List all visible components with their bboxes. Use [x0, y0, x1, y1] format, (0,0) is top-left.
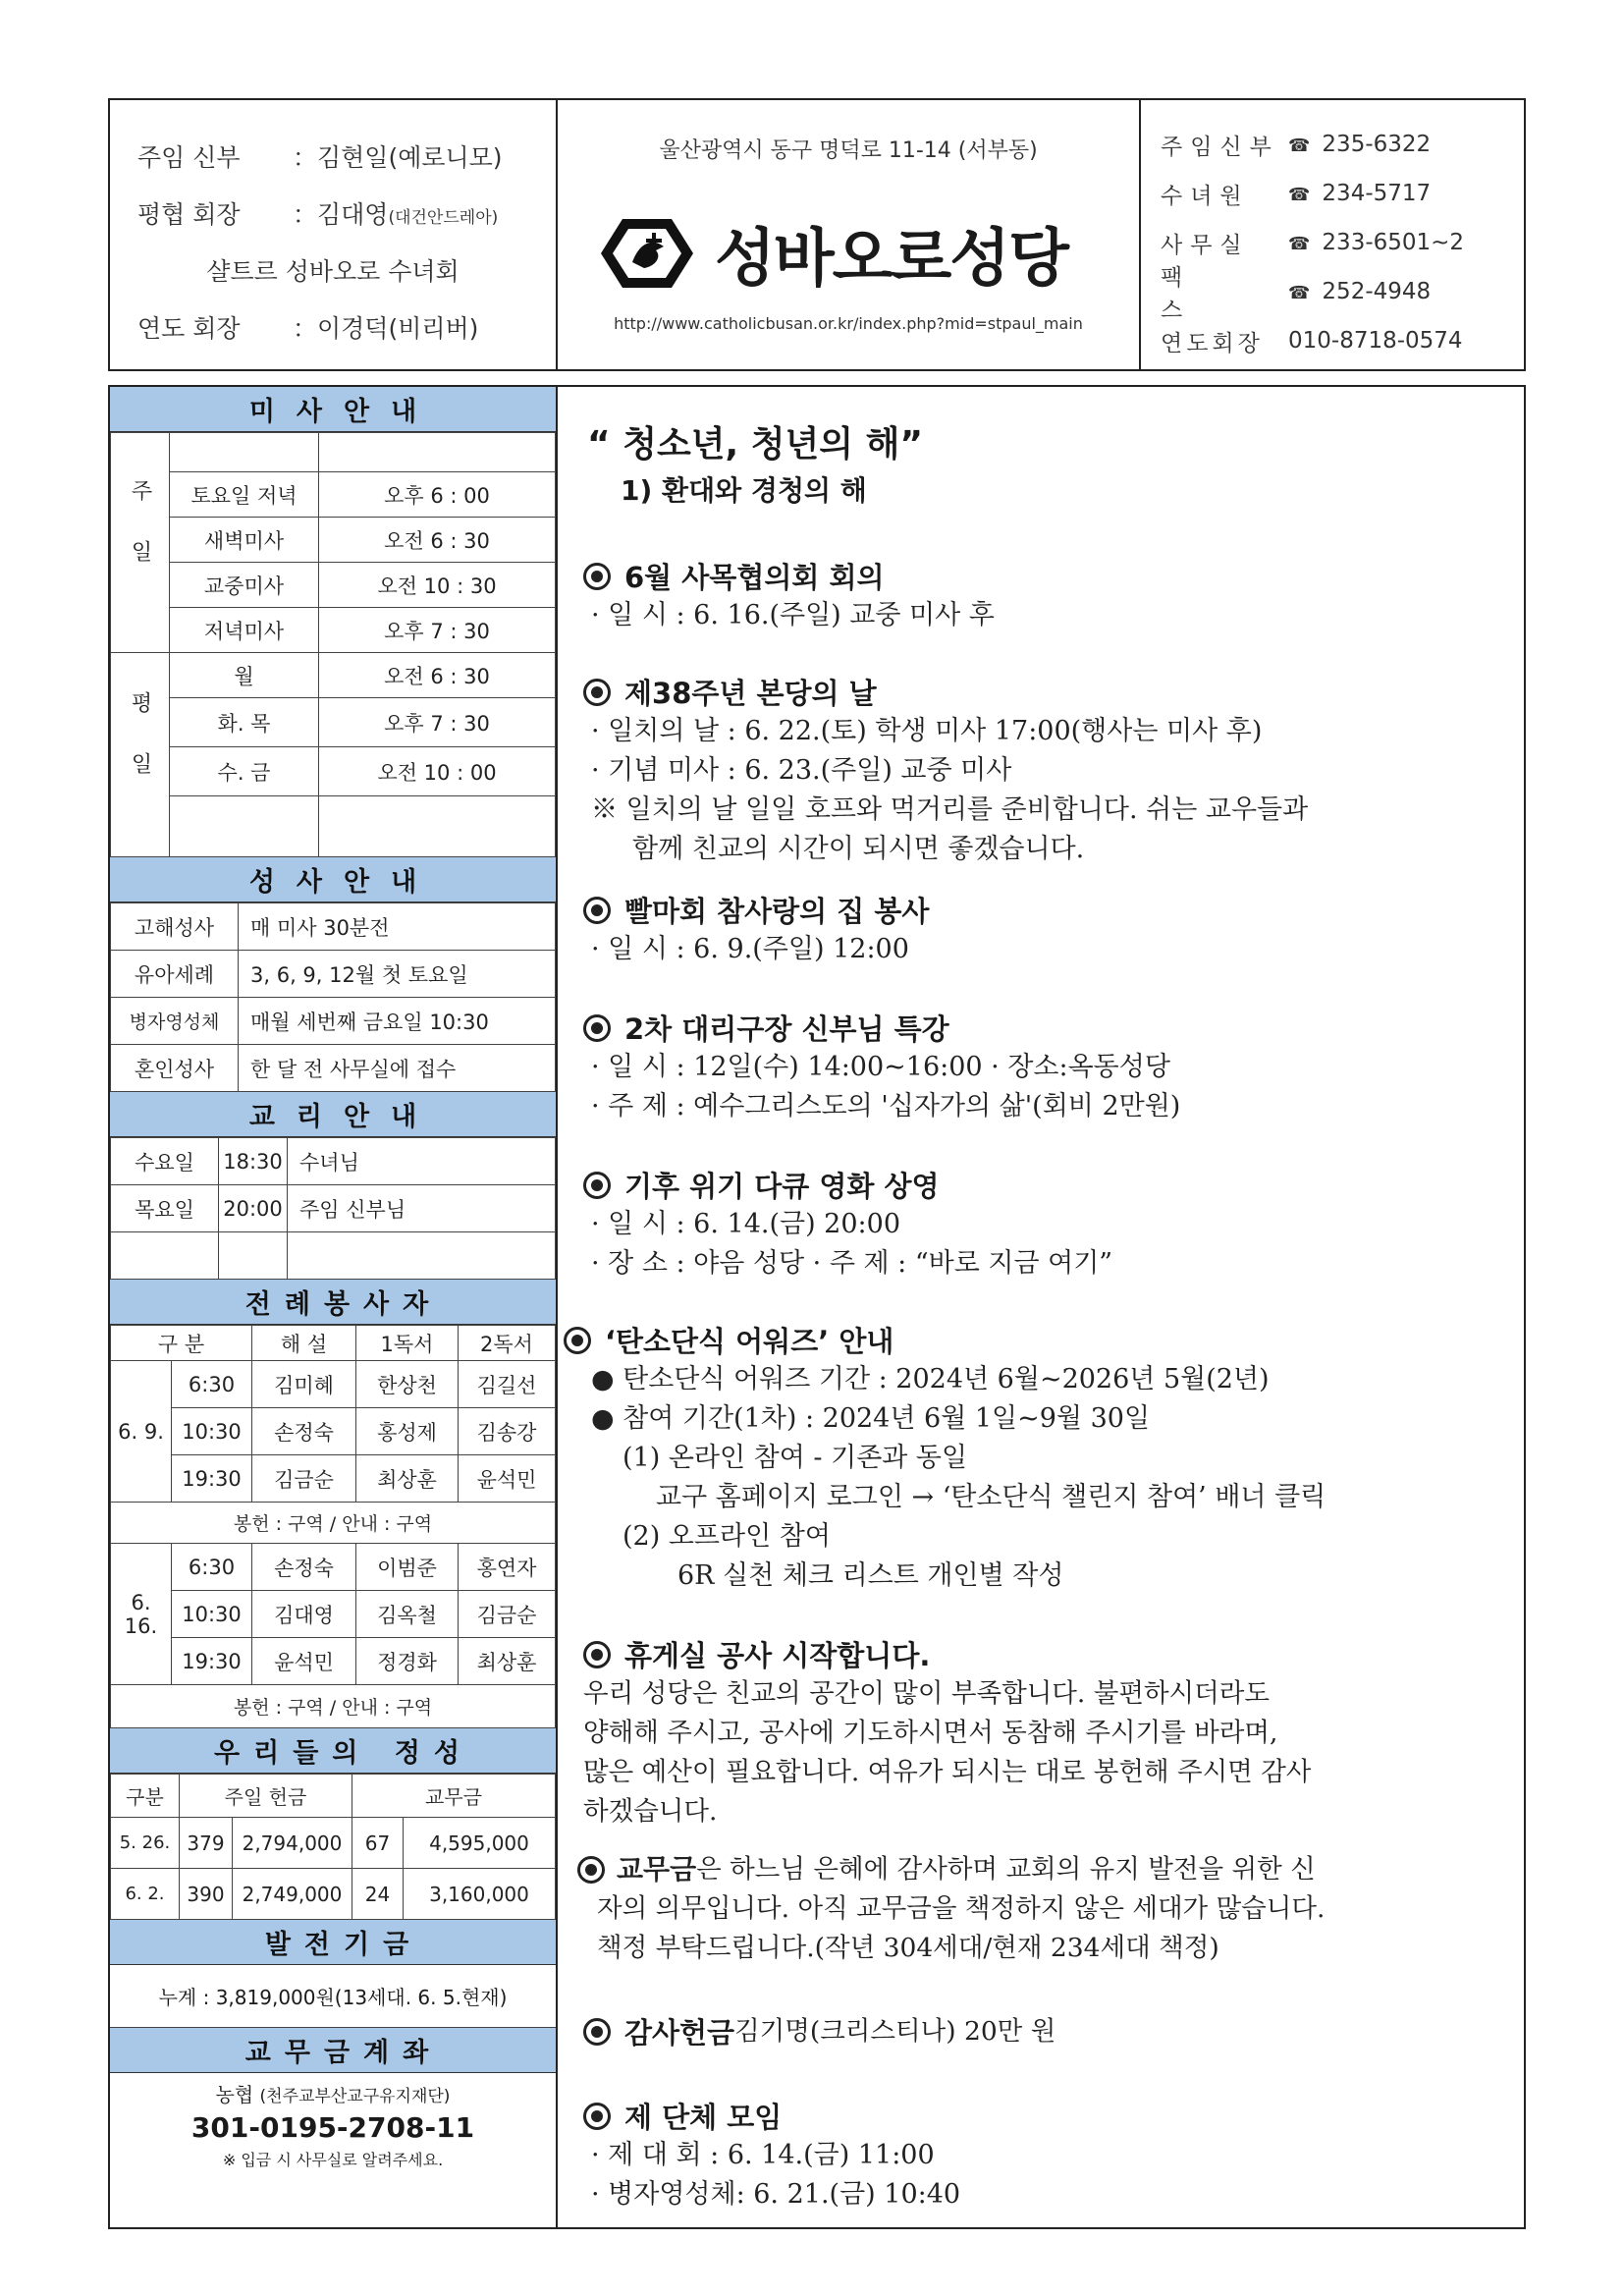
staff-row [110, 185, 556, 242]
church-identity [558, 100, 1141, 369]
offering-usher-note: 봉헌 : 구역 / 안내 : 구역 [111, 1503, 556, 1544]
contact-number: 252-4948 [1322, 279, 1432, 304]
staff-list [110, 100, 558, 369]
bullet-icon [577, 1856, 605, 1884]
commentator: 김대영 [252, 1591, 356, 1638]
catechism-table [110, 1137, 556, 1280]
mass-name: 화. 목 [170, 698, 319, 747]
bullet-icon [564, 1327, 591, 1354]
offering-row [111, 1869, 556, 1920]
liturgy-row [111, 1591, 556, 1638]
liturgy-row [111, 1544, 556, 1591]
announcement-line: · 일 시 : 6. 9.(주일) 12:00 [591, 934, 909, 964]
announcement-line: 많은 예산이 필요합니다. 여유가 되시는 대로 봉헌해 주시면 감사 [583, 1757, 1312, 1787]
announcement-line: · 일 시 : 12일(수) 14:00~16:00 · 장소:옥동성당 [591, 1052, 1170, 1082]
bullet-icon [583, 1014, 611, 1042]
blank-cell [170, 433, 319, 472]
col-header: 2독서 [459, 1326, 556, 1361]
contact-row [1141, 265, 1524, 323]
mass-time: 오후 7 : 30 [319, 608, 556, 653]
mass-time: 오전 10 : 00 [319, 747, 556, 796]
announcement [583, 556, 995, 635]
commentator: 윤석민 [252, 1638, 356, 1685]
reader-2: 홍연자 [459, 1544, 556, 1591]
announcement-title: 2차 대리구장 신부님 특강 [624, 1012, 949, 1046]
sacrament-info: 한 달 전 사무실에 접수 [239, 1045, 556, 1092]
mass-row [111, 747, 556, 796]
dove-emblem-icon [593, 211, 701, 296]
header [108, 98, 1526, 371]
offering-table [110, 1774, 556, 1920]
contact-list [1141, 100, 1524, 369]
announcement-line: 김기명(크리스티나) 20만 원 [734, 2015, 1056, 2047]
announcement-line: 자의 의무입니다. 아직 교무금을 책정하지 않은 세대가 많습니다. [597, 1893, 1326, 1924]
dues-amount: 3,160,000 [404, 1869, 556, 1920]
announcement [583, 1165, 1112, 1284]
liturgy-note-row [111, 1503, 556, 1544]
mass-time: 10:30 [172, 1591, 252, 1638]
contact-row [1141, 120, 1524, 169]
blank-cell [288, 1232, 556, 1280]
mass-time: 19:30 [172, 1455, 252, 1503]
announcement-title: 빨마회 참사랑의 집 봉사 [624, 895, 930, 928]
fund-total: 누계 : 3,819,000원(13세대. 6. 5.현재) [110, 1965, 556, 2028]
phone-icon: ☎ [1288, 234, 1311, 254]
bullet-icon [583, 2018, 611, 2046]
staff-value: ：이경덕(비리버) [293, 314, 479, 343]
contact-label: 팩스 [1161, 265, 1230, 323]
announcement [564, 1320, 1326, 1596]
col-header: 구분 [111, 1775, 180, 1818]
mass-name: 월 [170, 653, 319, 698]
week-date: 6. 9. [111, 1361, 172, 1503]
sacrament-section-title: 성사안내 [110, 857, 556, 902]
announcement-title: 휴게실 공사 시작합니다. [624, 1639, 931, 1672]
catechism-day: 목요일 [111, 1185, 219, 1232]
announcement-title: 6월 사목협의회 회의 [624, 561, 885, 594]
sacrament-row [111, 998, 556, 1045]
catechism-teacher: 주임 신부님 [288, 1185, 556, 1232]
mass-row [111, 563, 556, 608]
sacrament-row [111, 951, 556, 998]
sacrament-row [111, 1045, 556, 1092]
sacrament-name: 혼인성사 [111, 1045, 239, 1092]
staff-value: ：김대영(대건안드레아) [293, 200, 499, 229]
mass-time: 오후 6 : 00 [319, 472, 556, 518]
mass-time: 오전 10 : 30 [319, 563, 556, 608]
sacrament-name: 고해성사 [111, 903, 239, 951]
church-name: 성바오로성당 [715, 223, 1067, 296]
announcement-title: 제 단체 모임 [624, 2101, 783, 2134]
mass-name: 새벽미사 [170, 518, 319, 563]
account-note: ※ 입금 시 사무실로 알려주세요. [222, 2151, 444, 2169]
reader-2: 최상훈 [459, 1638, 556, 1685]
staff-row [110, 242, 556, 299]
liturgy-note-row [111, 1685, 556, 1728]
staff-row [110, 299, 556, 355]
reader-2: 윤석민 [459, 1455, 556, 1503]
contact-number: 233-6501~2 [1322, 230, 1465, 255]
announcement-line: · 장 소 : 야음 성당 · 주 제 : “바로 지금 여기” [591, 1248, 1113, 1279]
bullet-icon [583, 563, 611, 590]
bulletin-body [108, 385, 1526, 2229]
announcement-line: · 제 대 회 : 6. 14.(금) 11:00 [591, 2140, 935, 2170]
liturgy-section-title: 전례봉사자 [110, 1280, 556, 1325]
blank-cell [219, 1232, 288, 1280]
announcement-line: · 기념 미사 : 6. 23.(주일) 교중 미사 [591, 755, 1012, 786]
theme-title: “ 청소년, 청년의 해” [587, 424, 924, 465]
dues-count: 24 [352, 1869, 404, 1920]
reader-2: 김금순 [459, 1591, 556, 1638]
catechism-teacher: 수녀님 [288, 1138, 556, 1185]
blank-cell [170, 796, 319, 857]
contact-row [1141, 169, 1524, 218]
announcement-line: · 일 시 : 6. 16.(주일) 교중 미사 후 [591, 600, 995, 630]
announcement-line: 양해해 주시고, 공사에 기도하시면서 동참해 주시기를 바라며, [583, 1718, 1278, 1748]
mass-row [111, 653, 556, 698]
mass-time: 19:30 [172, 1638, 252, 1685]
week-date: 6. 16. [111, 1544, 172, 1685]
sunday-count: 379 [180, 1818, 233, 1869]
liturgy-row [111, 1408, 556, 1455]
staff-label: 연도 회장 [137, 314, 241, 343]
contact-label: 수녀원 [1161, 183, 1250, 209]
sunday-amount: 2,749,000 [233, 1869, 352, 1920]
staff-label: 평협 회장 [137, 200, 241, 229]
announcement-line: (2) 오프라인 참여 [623, 1521, 831, 1552]
bullet-icon [583, 1641, 611, 1668]
bullet-icon [583, 679, 611, 706]
announcement-line: 책정 부탁드립니다.(작년 304세대/현재 234세대 책정) [597, 1933, 1219, 1963]
left-column [110, 387, 558, 2227]
account-section-title: 교무금계좌 [110, 2028, 556, 2073]
catechism-time: 18:30 [219, 1138, 288, 1185]
reader-1: 최상훈 [356, 1455, 459, 1503]
sacrament-name: 유아세례 [111, 951, 239, 998]
announcement-line: 함께 친교의 시간이 되시면 좋겠습니다. [632, 834, 1085, 864]
bullet-icon [583, 897, 611, 924]
commentator: 김미혜 [252, 1361, 356, 1408]
mass-row [111, 608, 556, 653]
catechism-row [111, 1185, 556, 1232]
mass-row [111, 698, 556, 747]
reader-1: 정경화 [356, 1638, 459, 1685]
liturgy-header-row [111, 1326, 556, 1361]
reader-1: 김옥철 [356, 1591, 459, 1638]
announcement [583, 2011, 1056, 2051]
announcement-line: 6R 실천 체크 리스트 개인별 작성 [677, 1560, 1064, 1591]
contact-label: 주임신부 [1161, 134, 1279, 160]
mass-time: 오전 6 : 30 [319, 518, 556, 563]
reader-2: 김송강 [459, 1408, 556, 1455]
sacrament-table [110, 902, 556, 1092]
mass-table [110, 432, 556, 857]
announcement-line: · 일 시 : 6. 14.(금) 20:00 [591, 1209, 900, 1239]
church-logo [593, 208, 1067, 299]
church-url[interactable]: http://www.catholicbusan.or.kr/index.php?mid=stpaul_main [614, 314, 1083, 333]
col-header: 해 설 [252, 1326, 356, 1361]
announcement-line: (1) 온라인 참여 - 기존과 동일 [623, 1443, 968, 1473]
contact-label: 연도회장 [1161, 330, 1264, 356]
col-header: 교무금 [352, 1775, 556, 1818]
church-address: 울산광역시 동구 명덕로 11-14 (서부동) [659, 138, 1038, 163]
sunday-label: 주일 [111, 433, 170, 653]
mass-time: 오전 6 : 30 [319, 653, 556, 698]
sacrament-info: 매월 세번째 금요일 10:30 [239, 998, 556, 1045]
announcement [583, 2096, 960, 2214]
contact-number: 234-5717 [1322, 181, 1432, 206]
announcement-title: 교무금 [617, 1853, 697, 1886]
col-header: 구 분 [111, 1326, 252, 1361]
announcement-title: ‘탄소단식 어워즈’ 안내 [605, 1325, 894, 1358]
weekday-label: 평일 [111, 653, 170, 857]
liturgy-row [111, 1638, 556, 1685]
announcement [583, 1634, 1311, 1831]
contact-number: 010-8718-0574 [1288, 328, 1463, 354]
mass-time: 10:30 [172, 1408, 252, 1455]
fund-section-title: 발전기금 [110, 1920, 556, 1965]
mass-row [111, 472, 556, 518]
reader-1: 이범준 [356, 1544, 459, 1591]
staff-label: 주임 신부 [137, 143, 241, 172]
blank-cell [111, 1232, 219, 1280]
announcement-line: ※ 일치의 날 일일 호프와 먹거리를 준비합니다. 쉬는 교우들과 [591, 794, 1309, 825]
mass-section-title: 미사안내 [110, 387, 556, 432]
staff-value: ：김현일(예로니모) [293, 143, 503, 172]
liturgy-row [111, 1361, 556, 1408]
offering-date: 5. 26. [111, 1818, 180, 1869]
account-box [110, 2073, 556, 2170]
announcement-line: · 주 제 : 예수그리스도의 '십자가의 삶'(회비 2만원) [591, 1091, 1181, 1121]
announcement-line: 교구 홈페이지 로그인 → ‘탄소단식 챌린지 참여’ 배너 클릭 [656, 1482, 1326, 1512]
mass-time: 오후 7 : 30 [319, 698, 556, 747]
dues-count: 67 [352, 1818, 404, 1869]
phone-icon: ☎ [1288, 185, 1311, 205]
commentator: 손정숙 [252, 1544, 356, 1591]
sacrament-name: 병자영성체 [111, 998, 239, 1045]
staff-row [110, 128, 556, 185]
announcement [583, 890, 929, 969]
offering-date: 6. 2. [111, 1869, 180, 1920]
blank-cell [319, 796, 556, 857]
announcement-line: 은 하느님 은혜에 감사하며 교회의 유지 발전을 위한 신 [696, 1854, 1316, 1885]
mass-name: 수. 금 [170, 747, 319, 796]
mass-name: 교중미사 [170, 563, 319, 608]
mass-row [111, 518, 556, 563]
catechism-section-title: 교리안내 [110, 1092, 556, 1137]
announcement-line: ● 탄소단식 어워즈 기간 : 2024년 6월~2026년 5월(2년) [591, 1364, 1270, 1394]
right-column [558, 387, 1524, 2227]
mass-name: 토요일 저녁 [170, 472, 319, 518]
commentator: 손정숙 [252, 1408, 356, 1455]
announcement-line: 하겠습니다. [583, 1796, 718, 1827]
theme-subtitle: 1) 환대와 경청의 해 [621, 474, 867, 507]
announcement-title: 기후 위기 다큐 영화 상영 [624, 1170, 940, 1203]
mass-time: 6:30 [172, 1361, 252, 1408]
sunday-amount: 2,794,000 [233, 1818, 352, 1869]
announcement [577, 1850, 1325, 1968]
offering-section-title: 우리들의 정성 [110, 1728, 556, 1774]
announcement-title: 감사헌금 [624, 2016, 735, 2050]
sunday-count: 390 [180, 1869, 233, 1920]
catechism-day: 수요일 [111, 1138, 219, 1185]
offering-row [111, 1818, 556, 1869]
liturgy-row [111, 1455, 556, 1503]
sacrament-row [111, 903, 556, 951]
sacrament-info: 3, 6, 9, 12월 첫 토요일 [239, 951, 556, 998]
announcement-line: · 일치의 날 : 6. 22.(토) 학생 미사 17:00(행사는 미사 후) [591, 716, 1263, 746]
sisters-name: 샬트르 성바오로 수녀회 [206, 257, 460, 286]
account-number: 301-0195-2708-11 [190, 2111, 475, 2144]
announcement [583, 672, 1308, 869]
announcement [583, 1008, 1180, 1126]
bank-name: 농협 (천주교부산교구유지재단) [215, 2083, 451, 2106]
reader-1: 홍성제 [356, 1408, 459, 1455]
catechism-time: 20:00 [219, 1185, 288, 1232]
catechism-row [111, 1138, 556, 1185]
announcement-line: 우리 성당은 친교의 공간이 많이 부족합니다. 불편하시더라도 [583, 1678, 1270, 1709]
blank-cell [319, 433, 556, 472]
liturgy-table [110, 1325, 556, 1728]
reader-1: 한상천 [356, 1361, 459, 1408]
offering-usher-note: 봉헌 : 구역 / 안내 : 구역 [111, 1685, 556, 1728]
commentator: 김금순 [252, 1455, 356, 1503]
bullet-icon [583, 2103, 611, 2130]
announcement-title: 제38주년 본당의 날 [624, 677, 877, 710]
reader-2: 김길선 [459, 1361, 556, 1408]
mass-time: 6:30 [172, 1544, 252, 1591]
phone-icon: ☎ [1288, 283, 1311, 303]
offering-header-row [111, 1775, 556, 1818]
announcement-line: · 병자영성체: 6. 21.(금) 10:40 [591, 2179, 961, 2210]
col-header: 주일 헌금 [180, 1775, 352, 1818]
contact-label: 사무실 [1161, 232, 1250, 258]
dues-amount: 4,595,000 [404, 1818, 556, 1869]
mass-name: 저녁미사 [170, 608, 319, 653]
phone-icon: ☎ [1288, 136, 1311, 156]
announcement-line: ● 참여 기간(1차) : 2024년 6월 1일~9월 30일 [591, 1403, 1151, 1434]
sacrament-info: 매 미사 30분전 [239, 903, 556, 951]
bullet-icon [583, 1172, 611, 1199]
col-header: 1독서 [356, 1326, 459, 1361]
contact-number: 235-6322 [1322, 132, 1432, 157]
